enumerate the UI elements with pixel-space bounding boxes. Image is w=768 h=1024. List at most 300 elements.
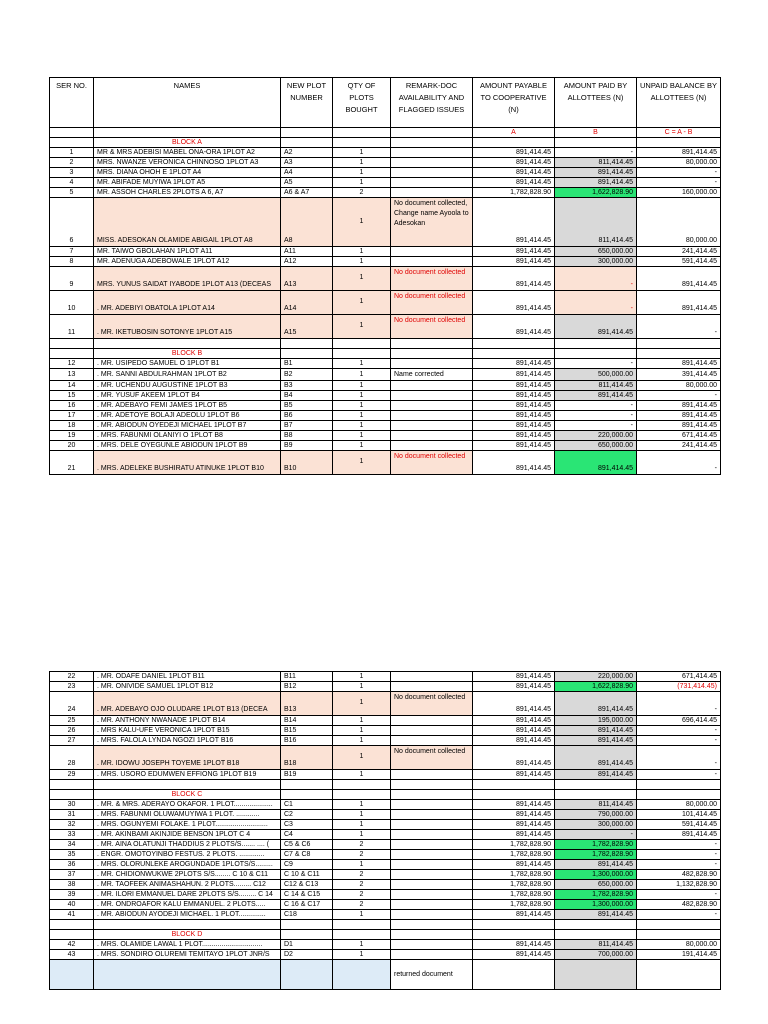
row-ser: 26 [50, 726, 94, 736]
row-name: . MRS. FALOLA LYNDA NGOZI 1PLOT B16 [94, 736, 281, 746]
row-payable: 891,414.45 [473, 291, 555, 315]
row-paid: - [555, 267, 637, 291]
row-name: . MR. ANTHONY NWANADE 1PLOT B14 [94, 716, 281, 726]
row-remark [391, 188, 473, 198]
row-paid: 891,414.45 [555, 860, 637, 870]
row-payable: 891,414.45 [473, 910, 555, 920]
table-row [50, 431, 721, 441]
row-qty: 2 [333, 188, 391, 198]
spacer-row [50, 339, 721, 349]
block-d-rows [50, 940, 721, 960]
remark-returned: returned document [391, 960, 473, 990]
row-name: . MR. ONDROAFOR KALU EMMANUEL. 2 PLOTS..... [94, 900, 281, 910]
row-payable: 891,414.45 [473, 726, 555, 736]
row-paid: 1,300,000.00 [555, 870, 637, 880]
row-name: MRS. DIANA OHOH E 1PLOT A4 [94, 168, 281, 178]
row-remark [391, 178, 473, 188]
row-ser: 31 [50, 810, 94, 820]
header-row [50, 78, 721, 128]
row-ser: 20 [50, 441, 94, 451]
row-qty: 1 [333, 315, 391, 339]
table-row [50, 900, 721, 910]
row-qty: 2 [333, 900, 391, 910]
row-payable: 891,414.45 [473, 369, 555, 381]
row-ser: 1 [50, 148, 94, 158]
row-name: . MRS KALU-UFE VERONICA 1PLOT B15 [94, 726, 281, 736]
row-name: MR. ASSOH CHARLES 2PLOTS A 6, A7 [94, 188, 281, 198]
header-balance: UNPAID BALANCE BY ALLOTTEES (N) [637, 78, 721, 128]
table-row [50, 267, 721, 291]
row-remark [391, 890, 473, 900]
block-b-title-row [50, 349, 721, 359]
row-paid: 811,414.45 [555, 198, 637, 247]
table-row [50, 188, 721, 198]
row-ser: 43 [50, 950, 94, 960]
row-qty: 1 [333, 148, 391, 158]
table-row [50, 692, 721, 716]
block-c-title: BLOCK C [94, 790, 281, 800]
row-qty: 2 [333, 840, 391, 850]
row-ser: 17 [50, 411, 94, 421]
ledger-table-2 [49, 671, 720, 990]
row-ser: 11 [50, 315, 94, 339]
table-row [50, 770, 721, 780]
row-payable: 891,414.45 [473, 158, 555, 168]
row-remark [391, 840, 473, 850]
row-name: . MR. CHIDIONWUKWE 2PLOTS S/S........ C 10 & C11 [94, 870, 281, 880]
table-row [50, 168, 721, 178]
row-remark [391, 158, 473, 168]
row-name: . MRS. OLORUNLEKE AROGUNDADE 1PLOTS/S......... [94, 860, 281, 870]
row-remark [391, 910, 473, 920]
table-row [50, 840, 721, 850]
row-paid: 1,622,828.90 [555, 682, 637, 692]
row-name: . MR. & MRS. ADERAYO OKAFOR. 1 PLOT.................... [94, 800, 281, 810]
row-plot: C3 [281, 820, 333, 830]
row-balance: 241,414.45 [637, 247, 721, 257]
header-payable: AMOUNT PAYABLE TO COOPERATIVE (N) [473, 78, 555, 128]
row-remark [391, 810, 473, 820]
row-payable: 891,414.45 [473, 198, 555, 247]
row-plot: C9 [281, 860, 333, 870]
row-paid: - [555, 830, 637, 840]
block-a-title-row [50, 138, 721, 148]
row-paid: 700,000.00 [555, 950, 637, 960]
block-d-title: BLOCK D [94, 930, 281, 940]
row-qty: 1 [333, 770, 391, 780]
row-payable: 891,414.45 [473, 247, 555, 257]
row-balance: - [637, 850, 721, 860]
row-ser: 14 [50, 381, 94, 391]
row-qty: 1 [333, 267, 391, 291]
row-remark [391, 148, 473, 158]
row-remark [391, 900, 473, 910]
row-balance: - [637, 770, 721, 780]
row-paid: 1,782,828.90 [555, 840, 637, 850]
row-payable: 891,414.45 [473, 451, 555, 475]
row-balance: 241,414.45 [637, 441, 721, 451]
row-plot: A13 [281, 267, 333, 291]
row-paid: 220,000.00 [555, 431, 637, 441]
row-paid: 891,414.45 [555, 178, 637, 188]
block-b-rows [50, 359, 721, 475]
row-paid: 1,300,000.00 [555, 900, 637, 910]
row-remark [391, 168, 473, 178]
row-payable: 891,414.45 [473, 168, 555, 178]
row-ser: 22 [50, 672, 94, 682]
row-remark: No document collected [391, 451, 473, 475]
row-balance: - [637, 178, 721, 188]
row-plot: B2 [281, 369, 333, 381]
row-payable: 891,414.45 [473, 441, 555, 451]
row-name: . MR. ADEBIYI OBATOLA 1PLOT A14 [94, 291, 281, 315]
row-paid: 300,000.00 [555, 820, 637, 830]
row-paid: 891,414.45 [555, 451, 637, 475]
row-qty: 1 [333, 168, 391, 178]
row-balance: 671,414.45 [637, 431, 721, 441]
row-balance: - [637, 910, 721, 920]
row-ser: 19 [50, 431, 94, 441]
row-payable: 1,782,828.90 [473, 188, 555, 198]
row-name: . MR. IKETUBOSIN SOTONYE 1PLOT A15 [94, 315, 281, 339]
block-b-cont-rows [50, 672, 721, 780]
row-ser: 13 [50, 369, 94, 381]
row-remark [391, 672, 473, 682]
row-remark: Name corrected [391, 369, 473, 381]
row-balance: 671,414.45 [637, 672, 721, 682]
row-qty: 1 [333, 800, 391, 810]
row-balance: - [637, 890, 721, 900]
row-balance: - [637, 726, 721, 736]
row-paid: 891,414.45 [555, 746, 637, 770]
row-remark [391, 770, 473, 780]
row-payable: 891,414.45 [473, 257, 555, 267]
row-remark: No document collected [391, 267, 473, 291]
row-plot: B1 [281, 359, 333, 369]
row-qty: 1 [333, 682, 391, 692]
row-payable: 1,782,828.90 [473, 850, 555, 860]
table-row [50, 198, 721, 247]
row-ser: 24 [50, 692, 94, 716]
row-ser: 27 [50, 736, 94, 746]
row-remark [391, 860, 473, 870]
row-qty: 2 [333, 890, 391, 900]
row-balance: - [637, 168, 721, 178]
row-ser: 4 [50, 178, 94, 188]
row-paid: 1,782,828.90 [555, 890, 637, 900]
table-row [50, 451, 721, 475]
row-ser: 33 [50, 830, 94, 840]
row-payable: 891,414.45 [473, 692, 555, 716]
row-balance: - [637, 840, 721, 850]
row-remark [391, 247, 473, 257]
row-payable: 891,414.45 [473, 830, 555, 840]
row-payable: 1,782,828.90 [473, 870, 555, 880]
row-paid: 195,000.00 [555, 716, 637, 726]
header-plot: NEW PLOT NUMBER [281, 78, 333, 128]
row-remark [391, 421, 473, 431]
table-row [50, 810, 721, 820]
row-payable: 891,414.45 [473, 682, 555, 692]
row-remark [391, 830, 473, 840]
formula-a: A [473, 128, 555, 138]
row-paid: 300,000.00 [555, 257, 637, 267]
row-payable: 891,414.45 [473, 431, 555, 441]
row-plot: C2 [281, 810, 333, 820]
row-qty: 1 [333, 441, 391, 451]
row-qty: 1 [333, 726, 391, 736]
row-remark: No document collected, Change name Ayoola to Adesokan [391, 198, 473, 247]
row-plot: B11 [281, 672, 333, 682]
row-paid: 891,414.45 [555, 692, 637, 716]
row-qty: 1 [333, 247, 391, 257]
row-plot: B6 [281, 411, 333, 421]
row-balance: - [637, 860, 721, 870]
row-payable: 1,782,828.90 [473, 880, 555, 890]
row-paid: 891,414.45 [555, 168, 637, 178]
table-row [50, 682, 721, 692]
table-row [50, 315, 721, 339]
header-paid: AMOUNT PAID BY ALLOTTEES (N) [555, 78, 637, 128]
row-balance: 1,132,828.90 [637, 880, 721, 890]
row-ser: 23 [50, 682, 94, 692]
row-name: MR. TAIWO GBOLAHAN 1PLOT A11 [94, 247, 281, 257]
row-ser: 8 [50, 257, 94, 267]
table-row [50, 820, 721, 830]
row-name: . MRS. SONDIRO OLUREMI TEMITAYO 1PLOT JNR/S [94, 950, 281, 960]
row-payable: 891,414.45 [473, 860, 555, 870]
row-paid: 891,414.45 [555, 315, 637, 339]
row-ser: 18 [50, 421, 94, 431]
row-balance: - [637, 692, 721, 716]
table-row [50, 910, 721, 920]
row-qty: 1 [333, 401, 391, 411]
row-plot: A14 [281, 291, 333, 315]
row-paid: 811,414.45 [555, 800, 637, 810]
row-payable: 891,414.45 [473, 716, 555, 726]
row-plot: B8 [281, 431, 333, 441]
row-plot: B9 [281, 441, 333, 451]
row-remark [391, 391, 473, 401]
row-name: . MR. ONIVIDE SAMUEL 1PLOT B12 [94, 682, 281, 692]
spacer-row [50, 920, 721, 930]
row-balance: - [637, 736, 721, 746]
row-balance: - [637, 451, 721, 475]
row-balance: 482,828.90 [637, 900, 721, 910]
row-payable: 1,782,828.90 [473, 890, 555, 900]
row-plot: C 16 & C17 [281, 900, 333, 910]
row-ser: 38 [50, 880, 94, 890]
row-name: . MR. AINA OLATUNJI THADDIUS 2 PLOTS/S....... .... ( [94, 840, 281, 850]
row-name: . MRS. USORO EDUMWEN EFFIONG 1PLOT B19 [94, 770, 281, 780]
row-ser: 10 [50, 291, 94, 315]
partial-row [50, 960, 721, 990]
row-balance: 80,000.00 [637, 940, 721, 950]
row-balance: 101,414.45 [637, 810, 721, 820]
row-qty: 1 [333, 391, 391, 401]
row-payable: 891,414.45 [473, 381, 555, 391]
row-balance: 482,828.90 [637, 870, 721, 880]
row-plot: B15 [281, 726, 333, 736]
row-balance: - [637, 315, 721, 339]
row-paid: - [555, 421, 637, 431]
row-ser: 36 [50, 860, 94, 870]
row-ser: 12 [50, 359, 94, 369]
row-plot: B3 [281, 381, 333, 391]
row-balance: 80,000.00 [637, 800, 721, 810]
row-ser: 37 [50, 870, 94, 880]
row-name: . MR. SANNI ABDULRAHMAN 1PLOT B2 [94, 369, 281, 381]
table-row [50, 359, 721, 369]
row-plot: A15 [281, 315, 333, 339]
row-ser: 16 [50, 401, 94, 411]
row-qty: 1 [333, 431, 391, 441]
table-row [50, 860, 721, 870]
row-plot: C12 & C13 [281, 880, 333, 890]
row-balance: 160,000.00 [637, 188, 721, 198]
row-ser: 40 [50, 900, 94, 910]
table-row [50, 746, 721, 770]
table-row [50, 716, 721, 726]
row-ser: 21 [50, 451, 94, 475]
header-remark: REMARK-DOC AVAILABILITY AND FLAGGED ISSUES [391, 78, 473, 128]
row-name: . MRS. OGUNYEMI FOLAKE. 1 PLOT........................... [94, 820, 281, 830]
table-row [50, 421, 721, 431]
row-plot: A3 [281, 158, 333, 168]
row-name: MR & MRS ADEBISI MABEL ONA-ORA 1PLOT A2 [94, 148, 281, 158]
row-qty: 1 [333, 746, 391, 770]
row-remark [391, 880, 473, 890]
row-balance: 591,414.45 [637, 257, 721, 267]
table-row [50, 890, 721, 900]
table-row [50, 401, 721, 411]
row-name: . MR. YUSUF AKEEM 1PLOT B4 [94, 391, 281, 401]
row-payable: 891,414.45 [473, 672, 555, 682]
row-balance: 891,414.45 [637, 401, 721, 411]
table-row [50, 158, 721, 168]
row-ser: 28 [50, 746, 94, 770]
row-ser: 29 [50, 770, 94, 780]
block-b-title: BLOCK B [94, 349, 281, 359]
row-name: . MR. ODAFE DANIEL 1PLOT B11 [94, 672, 281, 682]
table-row [50, 830, 721, 840]
table-row [50, 247, 721, 257]
row-ser: 25 [50, 716, 94, 726]
row-name: . MRS. FABUNMI OLUWAMUYIWA 1 PLOT. ............ [94, 810, 281, 820]
block-a-rows [50, 148, 721, 339]
row-qty: 1 [333, 910, 391, 920]
row-ser: 2 [50, 158, 94, 168]
table-row [50, 291, 721, 315]
row-balance: - [637, 391, 721, 401]
row-payable: 1,782,828.90 [473, 900, 555, 910]
table-row [50, 148, 721, 158]
row-name: . MR. ILORI EMMANUEL DARE 2PLOTS S/S......... C 14 [94, 890, 281, 900]
row-qty: 2 [333, 880, 391, 890]
row-remark [391, 257, 473, 267]
row-plot: A12 [281, 257, 333, 267]
spacer-row [50, 780, 721, 790]
row-plot: B5 [281, 401, 333, 411]
row-plot: C 14 & C15 [281, 890, 333, 900]
row-payable: 891,414.45 [473, 359, 555, 369]
row-remark [391, 870, 473, 880]
row-payable: 891,414.45 [473, 940, 555, 950]
row-name: MR. ABIFADE MUYIWA 1PLOT A5 [94, 178, 281, 188]
row-balance: 891,414.45 [637, 830, 721, 840]
row-name: . MR. AKINBAMI AKINJIDE BENSON 1PLOT C 4 [94, 830, 281, 840]
row-payable: 891,414.45 [473, 391, 555, 401]
row-ser: 35 [50, 850, 94, 860]
row-plot: C 10 & C11 [281, 870, 333, 880]
row-payable: 891,414.45 [473, 411, 555, 421]
row-qty: 1 [333, 257, 391, 267]
row-remark [391, 411, 473, 421]
row-name: . MR. UCHENDU AUGUSTINE 1PLOT B3 [94, 381, 281, 391]
table-row [50, 940, 721, 950]
row-qty: 1 [333, 820, 391, 830]
row-plot: C4 [281, 830, 333, 840]
row-payable: 891,414.45 [473, 736, 555, 746]
row-qty: 1 [333, 369, 391, 381]
row-name: MRS. YUNUS SAIDAT IYABODE 1PLOT A13 (DECEAS [94, 267, 281, 291]
row-plot: C7 & C8 [281, 850, 333, 860]
row-balance: 80,000.00 [637, 158, 721, 168]
row-plot: B18 [281, 746, 333, 770]
formula-c: C = A - B [637, 128, 721, 138]
formula-b: B [555, 128, 637, 138]
row-qty: 1 [333, 860, 391, 870]
row-ser: 9 [50, 267, 94, 291]
block-c-rows [50, 800, 721, 920]
header-names: NAMES [94, 78, 281, 128]
table-row [50, 178, 721, 188]
row-balance: - [637, 746, 721, 770]
row-plot: A2 [281, 148, 333, 158]
row-balance: 891,414.45 [637, 148, 721, 158]
row-name: . MR. ABIODUN OYEDEJI MICHAEL 1PLOT B7 [94, 421, 281, 431]
row-paid: 811,414.45 [555, 158, 637, 168]
row-payable: 891,414.45 [473, 178, 555, 188]
row-paid: 650,000.00 [555, 441, 637, 451]
row-plot: D2 [281, 950, 333, 960]
row-plot: A5 [281, 178, 333, 188]
table-row [50, 800, 721, 810]
row-name: . MR. ADEBAYO FEMI JAMES 1PLOT B5 [94, 401, 281, 411]
table-row [50, 850, 721, 860]
row-plot: C5 & C6 [281, 840, 333, 850]
row-remark [391, 441, 473, 451]
table-row [50, 411, 721, 421]
row-remark [391, 736, 473, 746]
row-plot: C1 [281, 800, 333, 810]
row-plot: A4 [281, 168, 333, 178]
row-payable: 891,414.45 [473, 401, 555, 411]
row-qty: 1 [333, 716, 391, 726]
row-paid: - [555, 359, 637, 369]
row-plot: D1 [281, 940, 333, 950]
row-name: . MRS. FABUNMI OLANIYI O 1PLOT B8 [94, 431, 281, 441]
table-row [50, 950, 721, 960]
row-paid: 891,414.45 [555, 770, 637, 780]
row-balance: 891,414.45 [637, 411, 721, 421]
row-name: . MRS. ADELEKE BUSHIRATU ATINUKE 1PLOT B10 [94, 451, 281, 475]
row-qty: 1 [333, 291, 391, 315]
row-paid: 650,000.00 [555, 247, 637, 257]
row-plot: A11 [281, 247, 333, 257]
row-payable: 891,414.45 [473, 800, 555, 810]
row-ser: 42 [50, 940, 94, 950]
